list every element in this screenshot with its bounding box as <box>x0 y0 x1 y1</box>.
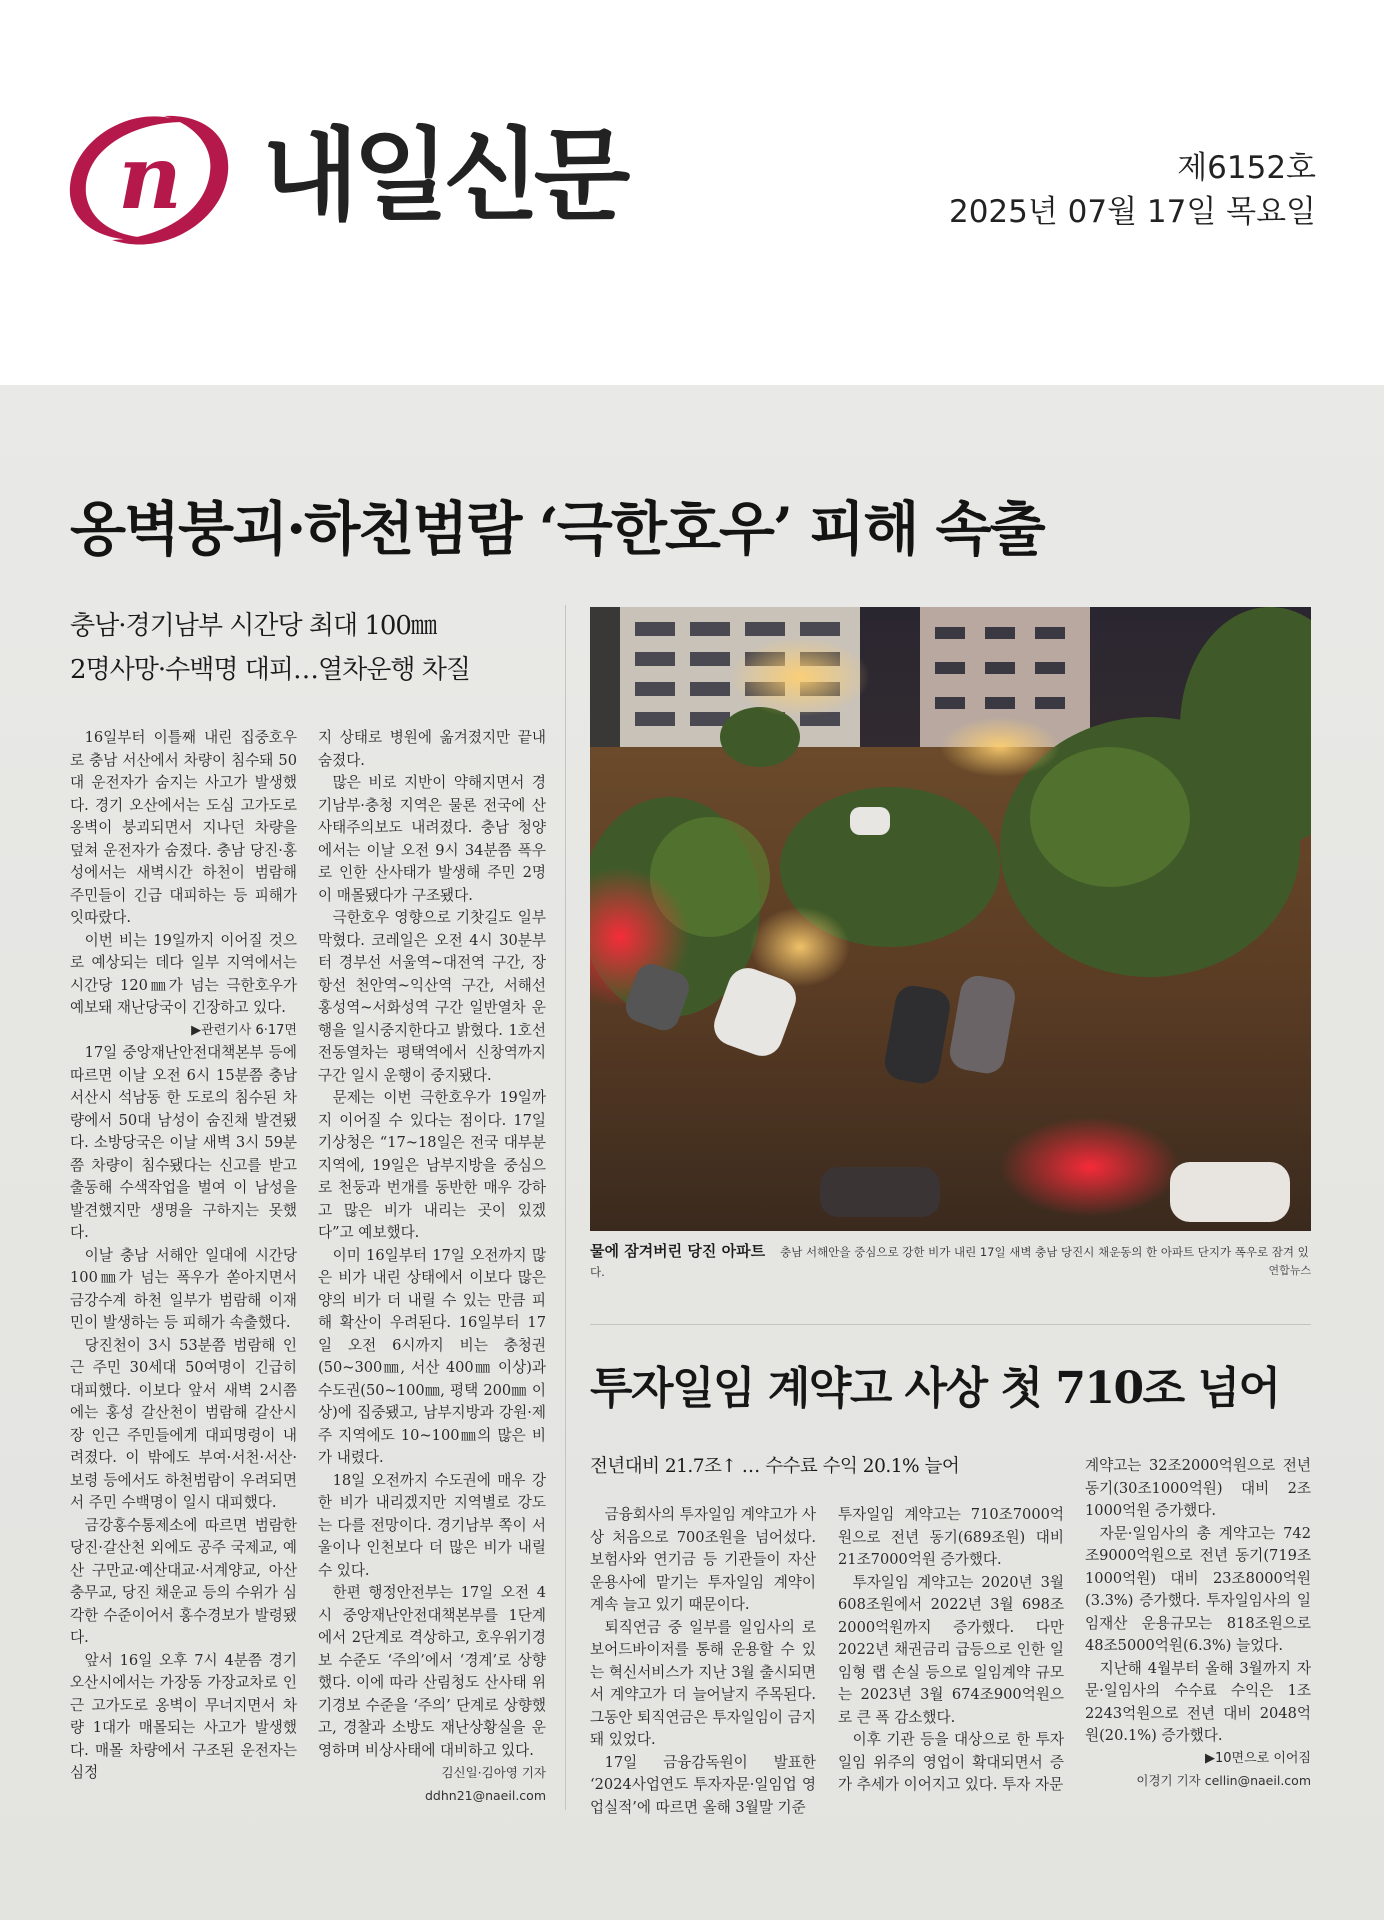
paragraph: 극한호우 영향으로 기찻길도 일부 막혔다. 코레일은 오전 4시 30분부터 경부선 서울역~대전역 구간, 장항선 천안역~익산역 구간, 서해선 홍성역~서화성역 구간 일반열차 운행을 일시중지한다고 밝혔다. 1호선 전동열차는 평택역에서 신창역까지 구간 일시 운행이 중지됐다. <box>318 909 546 1084</box>
paragraph: 지 상태로 병원에 옮겨졌지만 끝내 숨졌다. <box>318 729 546 769</box>
second-subheadline: 전년대비 21.7조↑ … 수수료 수익 20.1% 늘어 <box>590 1456 960 1477</box>
section-divider <box>590 1324 1311 1325</box>
paragraph: 지난해 4월부터 올해 3월까지 자문·일임사의 수수료 수익은 1조2243억원으로 전년 대비 2048억원(20.1%) 증가했다. <box>1085 1659 1311 1744</box>
paragraph: 계약고는 32조2000억원으로 전년 동기(30조1000억원) 대비 2조1000억원 증가했다. <box>1085 1457 1311 1519</box>
related-articles-link[interactable]: ▶관련기사 6·17면 <box>191 1022 297 1038</box>
caption-text: 충남 서해안을 중심으로 강한 비가 내린 17일 새벽 충남 당진시 채운동의 한 아파트 단지가 폭우로 잠겨 있다. <box>590 1245 1309 1279</box>
paragraph: 이번 비는 19일까지 이어질 것으로 예상되는 데다 일부 지역에서는 시간당 120㎜가 넘는 극한호우가 예보돼 재난당국이 긴장하고 있다. <box>70 931 297 1016</box>
second-headline: 투자일임 계약고 사상 첫 710조 넘어 <box>590 1363 1280 1414</box>
newspaper-logo-icon <box>64 108 232 248</box>
article2-byline: 이경기 기자 cellin@naeil.com <box>1136 1773 1311 1788</box>
paragraph: 자문·일임사의 총 계약고는 742조9000억원으로 전년 동기(719조1000억원) 대비 23조8000억원(3.3%) 증가했다. 투자일임사의 일임재산 운용규모는 818조원으로 48조5000억원(6.3%) 늘었다. <box>1085 1524 1311 1654</box>
paragraph: 17일 중앙재난안전대책본부 등에 따르면 이날 오전 6시 15분쯤 충남 서산시 석남동 한 도로의 침수된 차량에서 50대 남성이 숨진채 발견됐다. 소방당국은 이날 새벽 3시 59분쯤 차량이 침수됐다는 신고를 받고 출동해 수색작업을 벌여 이 남성을 발견했지만 생명을 구하지는 못했다. <box>70 1044 297 1241</box>
paragraph: 17일 금융감독원이 발표한 ‘2024사업연도 투자자문·일임업 영업실적’에 따르면 올해 3월말 기준 <box>590 1753 816 1816</box>
article2-column-2 <box>838 1504 1064 1797</box>
column-divider <box>565 605 566 1810</box>
continued-link[interactable]: ▶10면으로 이어짐 <box>1204 1750 1311 1766</box>
paragraph: 이후 기관 등을 대상으로 한 투자일임 위주의 영업이 확대되면서 증가 추세가 이어지고 있다. 투자 자문 <box>838 1731 1064 1793</box>
paragraph: 문제는 이번 극한호우가 19일까지 이어질 수 있다는 점이다. 17일 기상청은 “17~18일은 전국 대부분 지역에, 19일은 남부지방을 중심으로 천둥과 번개를 동반한 매우 강하고 많은 비가 내리는 곳이 있겠다”고 예보했다. <box>318 1089 546 1241</box>
issue-date: 2025년 07월 17일 목요일 <box>948 194 1316 231</box>
paragraph: 16일부터 이틀째 내린 집중호우로 충남 서산에서 차량이 침수돼 50대 운전자가 숨지는 사고가 발생했다. 경기 오산에서는 도심 고가도로 옹벽이 붕괴되면서 지나던 차량을 덮쳐 운전자가 숨졌다. 충남 당진·홍성에서는 새벽시간 하천이 범람해 주민들이 긴급 대피하는 등 피해가 잇따랐다. <box>70 729 297 926</box>
paragraph: 많은 비로 지반이 약해지면서 경기남부·충청 지역은 물론 전국에 산사태주의보도 내려졌다. 충남 청양에서는 이날 오전 9시 34분쯤 폭우로 인한 산사태가 발생해 주민 2명이 매몰됐다가 구조됐다. <box>318 774 546 904</box>
paragraph: 18일 오전까지 수도권에 매우 강한 비가 내리겠지만 지역별로 강도는 다를 전망이다. 경기남부 쪽이 서울이나 인천보다 더 많은 비가 내릴 수 있다. <box>318 1471 546 1579</box>
paragraph: 이미 16일부터 17일 오전까지 많은 비가 내린 상태에서 이보다 많은 양의 비가 더 내릴 수 있는 만큼 피해 확산이 우려된다. 16일부터 17일 오전 6시까지 비는 충청권(50~300㎜, 서산 400㎜ 이상)과 수도권(50~100㎜, 평택 200㎜ 이상)에 집중됐고, 남부지방과 강원·제주 지역에도 10~100㎜의 많은 비가 내렸다. <box>318 1246 546 1466</box>
subheadline-line-2: 2명사망·수백명 대피…열차운행 차질 <box>70 655 470 685</box>
caption-title: 물에 잠겨버린 당진 아파트 <box>590 1242 766 1260</box>
paragraph: 당진천이 3시 53분쯤 범람해 인근 주민 30세대 50여명이 긴급히 대피했다. 이보다 앞서 새벽 2시쯤에는 홍성 갈산천이 범람해 갈산시장 인근 주민들에게 대피명령이 내려졌다. 이 밖에도 부여·서천·서산·보령 등에서도 하천범람이 우려되면서 주민 수백명이 일시 대피했다. <box>70 1336 297 1511</box>
paragraph: 금융회사의 투자일임 계약고가 사상 처음으로 700조원을 넘어섰다. 보험사와 연기금 등 기관들이 자산운용사에 맡기는 투자일임 계약이 계속 늘고 있기 때문이다. <box>590 1506 816 1613</box>
article1-byline: 김신일·김아영 기자 ddhn21@naeil.com <box>424 1765 546 1803</box>
logo-letter: n <box>118 125 182 229</box>
paragraph: 금강홍수통제소에 따르면 범람한 당진·갈산천 외에도 공주 국제교, 예산 구만교·예산대교·서계양교, 아산 충무교, 당진 채운교 등의 수위가 심각한 수준이어서 홍수경보가 발령됐다. <box>70 1516 297 1646</box>
article2-column-3 <box>1085 1455 1311 1793</box>
subheadline-line-1: 충남·경기남부 시간당 최대 100㎜ <box>70 611 436 641</box>
brand-name: 내일신문 <box>262 117 625 234</box>
paragraph: 투자일임 계약고는 2020년 3월 608조원에서 2022년 3월 698조2000억원까지 증가했다. 다만 2022년 채권금리 급등으로 인한 일임형 랩 손실 등으로 일임계약 규모는 2023년 3월 674조900억원으로 큰 폭 감소했다. <box>838 1573 1064 1726</box>
issue-info <box>949 146 1316 234</box>
main-headline: 옹벽붕괴·하천범람 ‘극한호우’ 피해 속출 <box>70 495 1044 563</box>
photo-credit: 연합뉴스 <box>1268 1264 1311 1277</box>
flooded-apartment-photo <box>590 607 1311 1231</box>
main-subheadline <box>70 604 550 692</box>
masthead <box>0 0 1384 385</box>
issue-number: 제6152호 <box>1177 150 1316 186</box>
article2-column-1 <box>590 1504 816 1819</box>
paragraph: 투자일임 계약고는 710조7000억원으로 전년 동기(689조원) 대비 21조7000억원 증가했다. <box>838 1506 1064 1568</box>
article1-column-2 <box>318 727 546 1807</box>
paragraph: 이날 충남 서해안 일대에 시간당 100㎜가 넘는 폭우가 쏟아지면서 금강수계 하천 일부가 범람해 이재민이 발생하는 등 피해가 속출했다. <box>70 1246 297 1331</box>
article1-column-1 <box>70 727 297 1785</box>
paragraph: 앞서 16일 오후 7시 4분쯤 경기 오산시에서는 가장동 가장교차로 인근 고가도로 옹벽이 무너지면서 차량 1대가 매몰되는 사고가 발생했다. 매몰 차량에서 구조된 운전자는 심정 <box>70 1651 297 1781</box>
paragraph: 퇴직연금 중 일부를 일임사의 로보어드바이저를 통해 운용할 수 있는 혁신서비스가 지난 3월 출시되면서 계약고가 더 늘어날지 주목된다. 그동안 퇴직연금은 투자일임이 금지돼 있었다. <box>590 1618 816 1748</box>
paragraph: 한편 행정안전부는 17일 오전 4시 중앙재난안전대책본부를 1단계에서 2단계로 격상하고, 호우위기경보 수준도 ‘주의’에서 ‘경계’로 상향했다. 이에 따라 산림청도 산사태 위기경보 수준을 ‘주의’ 단계로 상향했고, 경찰과 소방도 재난상황실을 운영하며 비상사태에 대비하고 있다. <box>318 1584 546 1759</box>
photo-caption <box>590 1240 1311 1280</box>
